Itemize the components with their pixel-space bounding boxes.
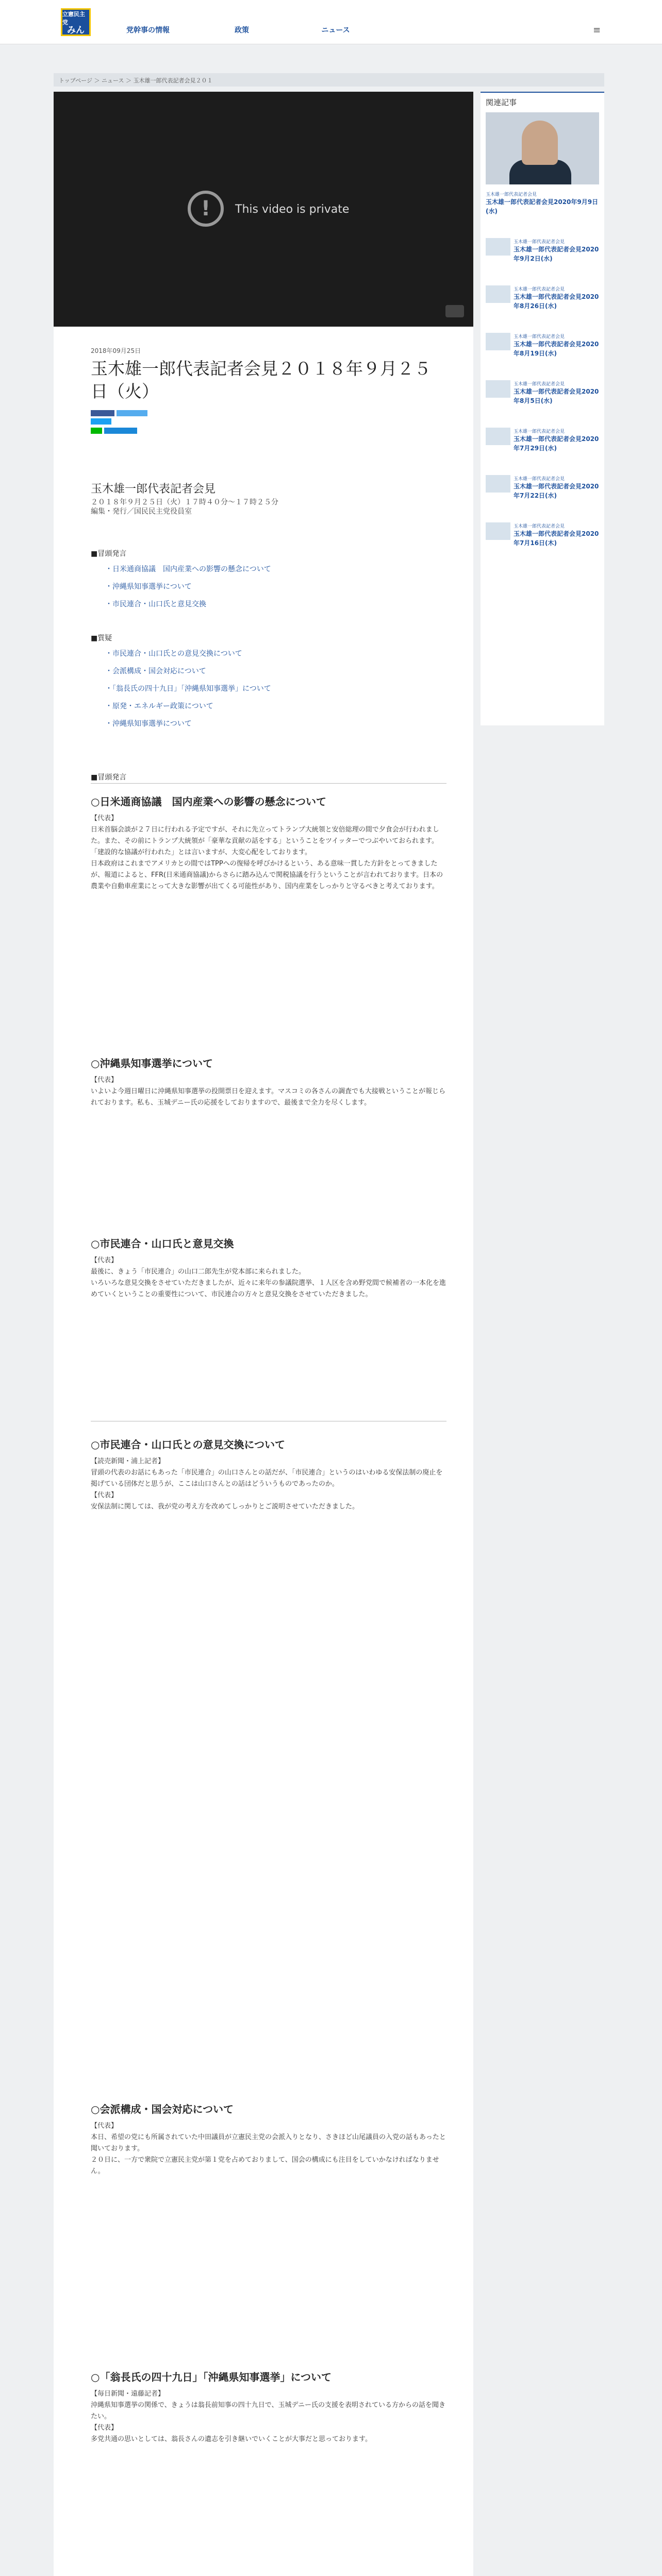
site-logo[interactable]: [61, 8, 91, 36]
related-item[interactable]: [514, 238, 601, 263]
related-item-title[interactable]: 玉木雄一郎代表記者会見2020年7月29日(水): [514, 435, 599, 452]
related-item-title[interactable]: 玉木雄一郎代表記者会見2020年7月22日(水): [514, 483, 599, 499]
related-item-tag: 玉木雄一郎代表記者会見: [514, 524, 565, 529]
video-player[interactable]: [54, 92, 473, 327]
related-thumbnail[interactable]: [486, 428, 510, 445]
related-thumbnail[interactable]: [486, 475, 510, 493]
facebook-share-button[interactable]: [91, 410, 114, 416]
toc-link[interactable]: ・ 日米通商協議 国内産業への影響の懸念について: [105, 561, 271, 578]
related-item-title[interactable]: 玉木雄一郎代表記者会見2020年9月9日(水): [486, 198, 599, 215]
sidebar-heading: 関連記事: [486, 98, 517, 107]
breadcrumb[interactable]: トップページ ＞ ニュース ＞ 玉木雄一郎代表記者会見２０１: [54, 73, 604, 87]
youtube-logo-icon[interactable]: [445, 305, 464, 317]
main-content: [54, 92, 473, 2576]
section-heading: ○沖縄県知事選挙について: [91, 1057, 213, 1070]
related-thumbnail[interactable]: [486, 380, 510, 398]
related-item-title[interactable]: 玉木雄一郎代表記者会見2020年8月19日(水): [514, 341, 599, 357]
toc-link[interactable]: ・ 市民連合・山口氏と意見交換: [105, 596, 271, 613]
related-thumbnail[interactable]: [486, 522, 510, 540]
article-publisher: 編集・発行／国民民主党役員室: [91, 507, 192, 516]
section-heading: ○市民連合・山口氏との意見交換について: [91, 1438, 286, 1451]
sidebar: [481, 92, 604, 725]
related-item-tag: 玉木雄一郎代表記者会見: [514, 287, 565, 292]
top-bar: [0, 0, 662, 44]
related-item[interactable]: [514, 475, 601, 500]
section-body: 【代表】 最後に、きょう「市民連合」の山口二郎先生が党本部に来られました。 いろいろな意見交換をさせていただきましたが、近々に来年の参議院選挙、１人区を含め野党間で候補者の一本化を進めていくということの重要性について、市民連合の方々と意見交換をさせていただきました。: [91, 1257, 446, 1298]
related-item-tag: 玉木雄一郎代表記者会見: [514, 382, 565, 387]
opening-section-head: ■冒頭発言: [91, 773, 127, 782]
related-item-tag: 玉木雄一郎代表記者会見: [486, 192, 537, 197]
toc-link[interactable]: ・ 市民連合・山口氏との意見交換について: [105, 645, 271, 663]
toc-link[interactable]: ・ 沖縄県知事選挙について: [105, 578, 271, 596]
section-body: 【代表】 本日、希望の党にも所属されていた中田議員が立憲民主党の会派入りとなり、さきほど山尾議員の入党の話もあったと聞いております。 ２０日に、一方で衆院で立憲民主党が第１党を占めておりまして、国会の構成にも注目をしていかなければなりません。: [91, 2122, 446, 2175]
toc-qa-list: [105, 645, 271, 733]
hatena-bookmark-button[interactable]: [104, 428, 137, 434]
hamburger-menu-icon[interactable]: ≡: [593, 25, 601, 36]
nav-item-policy-info[interactable]: 党幹事の情報: [126, 26, 170, 35]
line-share-button[interactable]: [91, 428, 102, 434]
related-item[interactable]: [514, 333, 601, 358]
related-thumbnail[interactable]: [486, 238, 510, 256]
toc-link[interactable]: ・ 「翁長氏の四十九日」「沖縄県知事選挙」について: [105, 680, 271, 698]
related-item[interactable]: [514, 522, 601, 548]
logo-line1: 立憲民主党: [62, 10, 85, 26]
related-thumbnail[interactable]: [486, 285, 510, 303]
related-item[interactable]: [486, 191, 599, 216]
toc-link[interactable]: ・ 沖縄県知事選挙について: [105, 715, 271, 733]
related-item-tag: 玉木雄一郎代表記者会見: [514, 429, 565, 434]
nav-item-news[interactable]: ニュース: [321, 26, 350, 35]
article-date: 2018年09月25日: [91, 347, 141, 354]
article-datetime: ２０１８年９月２５日（火）１７時４０分～１７時２５分: [91, 498, 278, 506]
divider: [91, 783, 446, 784]
section-heading: ○「翁長氏の四十九日」「沖縄県知事選挙」について: [91, 2371, 332, 2383]
related-item-title[interactable]: 玉木雄一郎代表記者会見2020年8月26日(水): [514, 293, 599, 310]
article-subline: [91, 498, 278, 516]
logo-line2: みん: [67, 25, 85, 36]
page-title: 玉木雄一郎代表記者会見２０１８年９月２５日（火）: [91, 359, 431, 401]
toc-opening-head: ■冒頭発言: [91, 550, 127, 558]
speaker-face: [522, 121, 558, 165]
related-item-tag: 玉木雄一郎代表記者会見: [514, 240, 565, 245]
section-body: 【代表】 日米首脳会談が２７日に行われる予定ですが、それに先立ってトランプ大統領と安倍総理の間で夕食会が行われました。また、その前にトランプ大統領が「豪華な貢献の話をする」ということをツイッターでつぶやいておられます。「建設的な協議が行われた」とは言いますが、大変心配をしております。 日本政府はこれまでアメリカとの間ではTPPへの復帰を呼びかけるという、ある意味一貫した方針をとってきましたが、報道によると、FFR(日米通商協議)からさらに踏み込んで関税協議を行うということが言われております。日本の農業や自動車産業にとって大きな影響が出てくる可能性があり、国内産業をしっかりと守るべきと考えております。: [91, 815, 443, 890]
related-item[interactable]: [514, 285, 601, 311]
section-heading: ○日米通商協議 国内産業への影響の懸念について: [91, 795, 327, 808]
toc-link[interactable]: ・ 原発・エネルギー政策について: [105, 698, 271, 715]
related-item[interactable]: [514, 428, 601, 453]
video-private-message: This video is private: [235, 203, 350, 216]
related-item-title[interactable]: 玉木雄一郎代表記者会見2020年7月16日(木): [514, 530, 599, 547]
related-item-tag: 玉木雄一郎代表記者会見: [514, 334, 565, 340]
main-nav: [101, 25, 383, 35]
share-count-badge[interactable]: [91, 418, 111, 425]
related-item[interactable]: [514, 380, 601, 405]
toc-opening-list: [105, 561, 271, 613]
toc-link[interactable]: ・ 会派構成・国会対応について: [105, 663, 271, 680]
section-body: 【読売新聞・浦上記者】 冒頭の代表のお話にもあった「市民連合」の山口さんとの話だが、「市民連合」というのはいわゆる安保法制の廃止を掲げている団体だと思うが、ここは山口さんとの話はどういうものであったのか。 【代表】 安保法制に関しては、我が党の考え方を改めてしっかりとご説明させていただきました。: [91, 1458, 443, 1511]
share-buttons: [91, 410, 184, 438]
section-body: 【代表】 いよいよ今週日曜日に沖縄県知事選挙の投開票日を迎えます。マスコミの各さんの調査でも大接戦ということが報じられております。私も、玉城デニー氏の応援をしておりますので、最後まで全力を尽くします。: [91, 1076, 445, 1107]
related-item-tag: 玉木雄一郎代表記者会見: [514, 477, 565, 482]
related-item-title[interactable]: 玉木雄一郎代表記者会見2020年9月2日(水): [514, 246, 599, 262]
nav-item-policy[interactable]: 政策: [235, 26, 249, 35]
section-heading: ○市民連合・山口氏と意見交換: [91, 1238, 234, 1250]
article-heading: 玉木雄一郎代表記者会見: [91, 483, 216, 496]
warning-icon: !: [188, 191, 224, 227]
related-thumbnail[interactable]: [486, 333, 510, 350]
toc-qa-head: ■質疑: [91, 634, 112, 642]
related-item-title[interactable]: 玉木雄一郎代表記者会見2020年8月5日(水): [514, 388, 599, 404]
section-heading: ○会派構成・国会対応について: [91, 2103, 234, 2115]
featured-thumbnail[interactable]: [486, 112, 599, 184]
twitter-share-button[interactable]: [117, 410, 147, 416]
section-body: 【毎日新聞・遠藤記者】 沖縄県知事選挙の関係で、きょうは翁長前知事の四十九日で、玉城デニー氏の支援を表明されている方からの話を聞きたい。 【代表】 多党共通の思いとしては、翁長さんの遺志を引き継いでいくことが大事だと思っております。: [91, 2390, 445, 2443]
